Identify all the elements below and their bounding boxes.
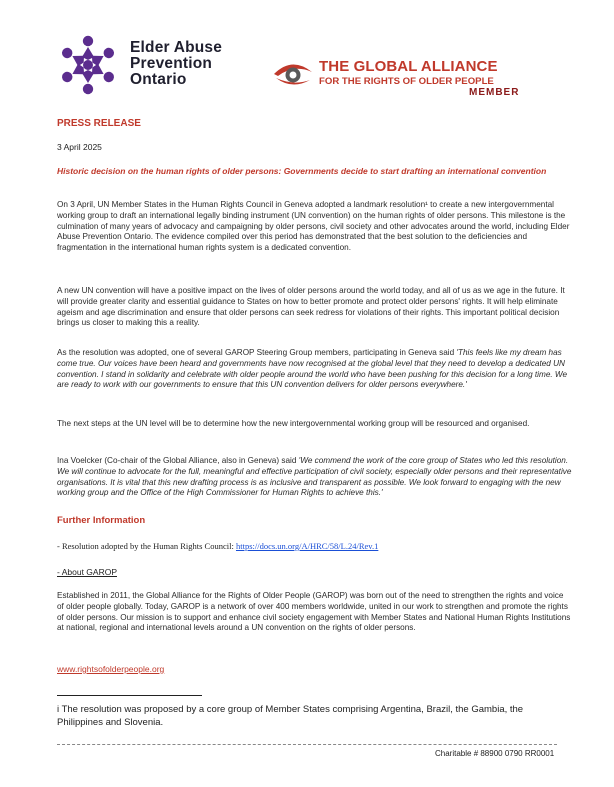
website-link[interactable]: www.rightsofolderpeople.org bbox=[57, 664, 165, 674]
eye-swoosh-icon bbox=[272, 60, 314, 90]
alliance-member-label: MEMBER bbox=[469, 87, 520, 98]
paragraph-5-intro: Ina Voelcker (Co-chair of the Global Alliance, also in Geneva) said bbox=[57, 456, 299, 465]
global-alliance-logo bbox=[272, 58, 542, 102]
footnote: i The resolution was proposed by a core group of Member States comprising Argentina, Brazil, the Gambia, the Philippines and Slovenia. bbox=[57, 704, 524, 728]
org-name-line-1: Elder Abuse bbox=[130, 39, 223, 56]
paragraph-3-quote: 'This feels like my dream has come true. Our voices have been heard and governments have now recognised at the global level that they need to develop a dedicated UN convention. I stand in solidarity and celebrate with older people around the world who have been pushing for this decision for a long time. We are ready to work with our governments to ensure that this UN convention delivers for older persons everywhere.' bbox=[57, 348, 568, 390]
further-information-heading: Further Information bbox=[57, 515, 146, 526]
charitable-number: Charitable # 88900 0790 RR0001 bbox=[435, 749, 555, 758]
org-name-line-3: Ontario bbox=[130, 71, 187, 88]
paragraph-4: The next steps at the UN level will be to determine how the new intergovernmental working group will be resourced and organised. bbox=[57, 419, 530, 428]
paragraph-1: On 3 April, UN Member States in the Human Rights Council in Geneva adopted a landmark resolution¹ to create a new intergovernmental working group to draft an international legally binding instrument (UN convention) on the human rights of older persons. This milestone is the culmination of many years of advocacy and campaigning by older persons, civil society and other advocates around the world, including Elder Abuse Prevention Ontario. The evidence compiled over this period has demonstrated that the best solution to the deficiencies and fragmentation in the international human rights system is a dedicated convention. bbox=[57, 200, 570, 253]
alliance-subtitle: FOR THE RIGHTS OF OLDER PEOPLE bbox=[319, 76, 494, 87]
resolution-line bbox=[57, 541, 378, 551]
alliance-title: THE GLOBAL ALLIANCE bbox=[319, 58, 498, 75]
headline: Historic decision on the human rights of older persons: Governments decide to start drafting an international convention bbox=[57, 166, 547, 176]
elder-abuse-prevention-ontario-logo bbox=[55, 30, 245, 100]
org-name bbox=[130, 40, 222, 88]
press-release-label: PRESS RELEASE bbox=[57, 118, 141, 129]
paragraph-2: A new UN convention will have a positive impact on the lives of older persons around the world today, and all of us as we age in the future. It will provide greater clarity and essential guidance to States on how to better promote and protect older persons' rights. It will help eliminate ageism and age discrimination and ensure that older persons can seek redress for violations of their rights. This important political decision brings us closer to making this a reality. bbox=[57, 286, 565, 328]
paragraph-5 bbox=[57, 456, 572, 499]
resolution-prefix: - Resolution adopted by the Human Rights Council: bbox=[57, 541, 236, 551]
paragraph-5-quote: 'We commend the work of the core group of States who led this resolution. We will continue to advocate for the full, meaningful and effective participation of civil society, especially older persons and their representative organisations. It is vital that this new drafting process is as inclusive and transparent as possible. We look forward to engaging with the new working group and the Office of the High Commissioner for Human Rights to achieve this.' bbox=[57, 456, 572, 498]
org-name-line-2: Prevention bbox=[130, 55, 213, 72]
paragraph-3-intro: As the resolution was adopted, one of several GAROP Steering Group members, participating in Geneva said bbox=[57, 348, 457, 357]
paragraph-3 bbox=[57, 348, 572, 391]
people-circle-logo-icon bbox=[55, 34, 121, 96]
footnote-divider bbox=[57, 695, 202, 696]
paragraph-6: Established in 2011, the Global Alliance for the Rights of Older People (GAROP) was born out of the need to strengthen the rights and voice of older people globally. Today, GAROP is a network of over 400 members worldwide, united in our work to strengthen and promote the rights of older persons. Our mission is to support and enhance civil society engagement with Member States and National Human Rights Institutions at national, regional and international levels around a UN convention on the rights of older persons. bbox=[57, 591, 571, 633]
footer-divider bbox=[57, 744, 557, 745]
about-garop-link[interactable]: - About GAROP bbox=[57, 567, 117, 577]
release-date: 3 April 2025 bbox=[57, 142, 102, 152]
resolution-link[interactable]: https://docs.un.org/A/HRC/58/L.24/Rev.1 bbox=[235, 541, 379, 551]
